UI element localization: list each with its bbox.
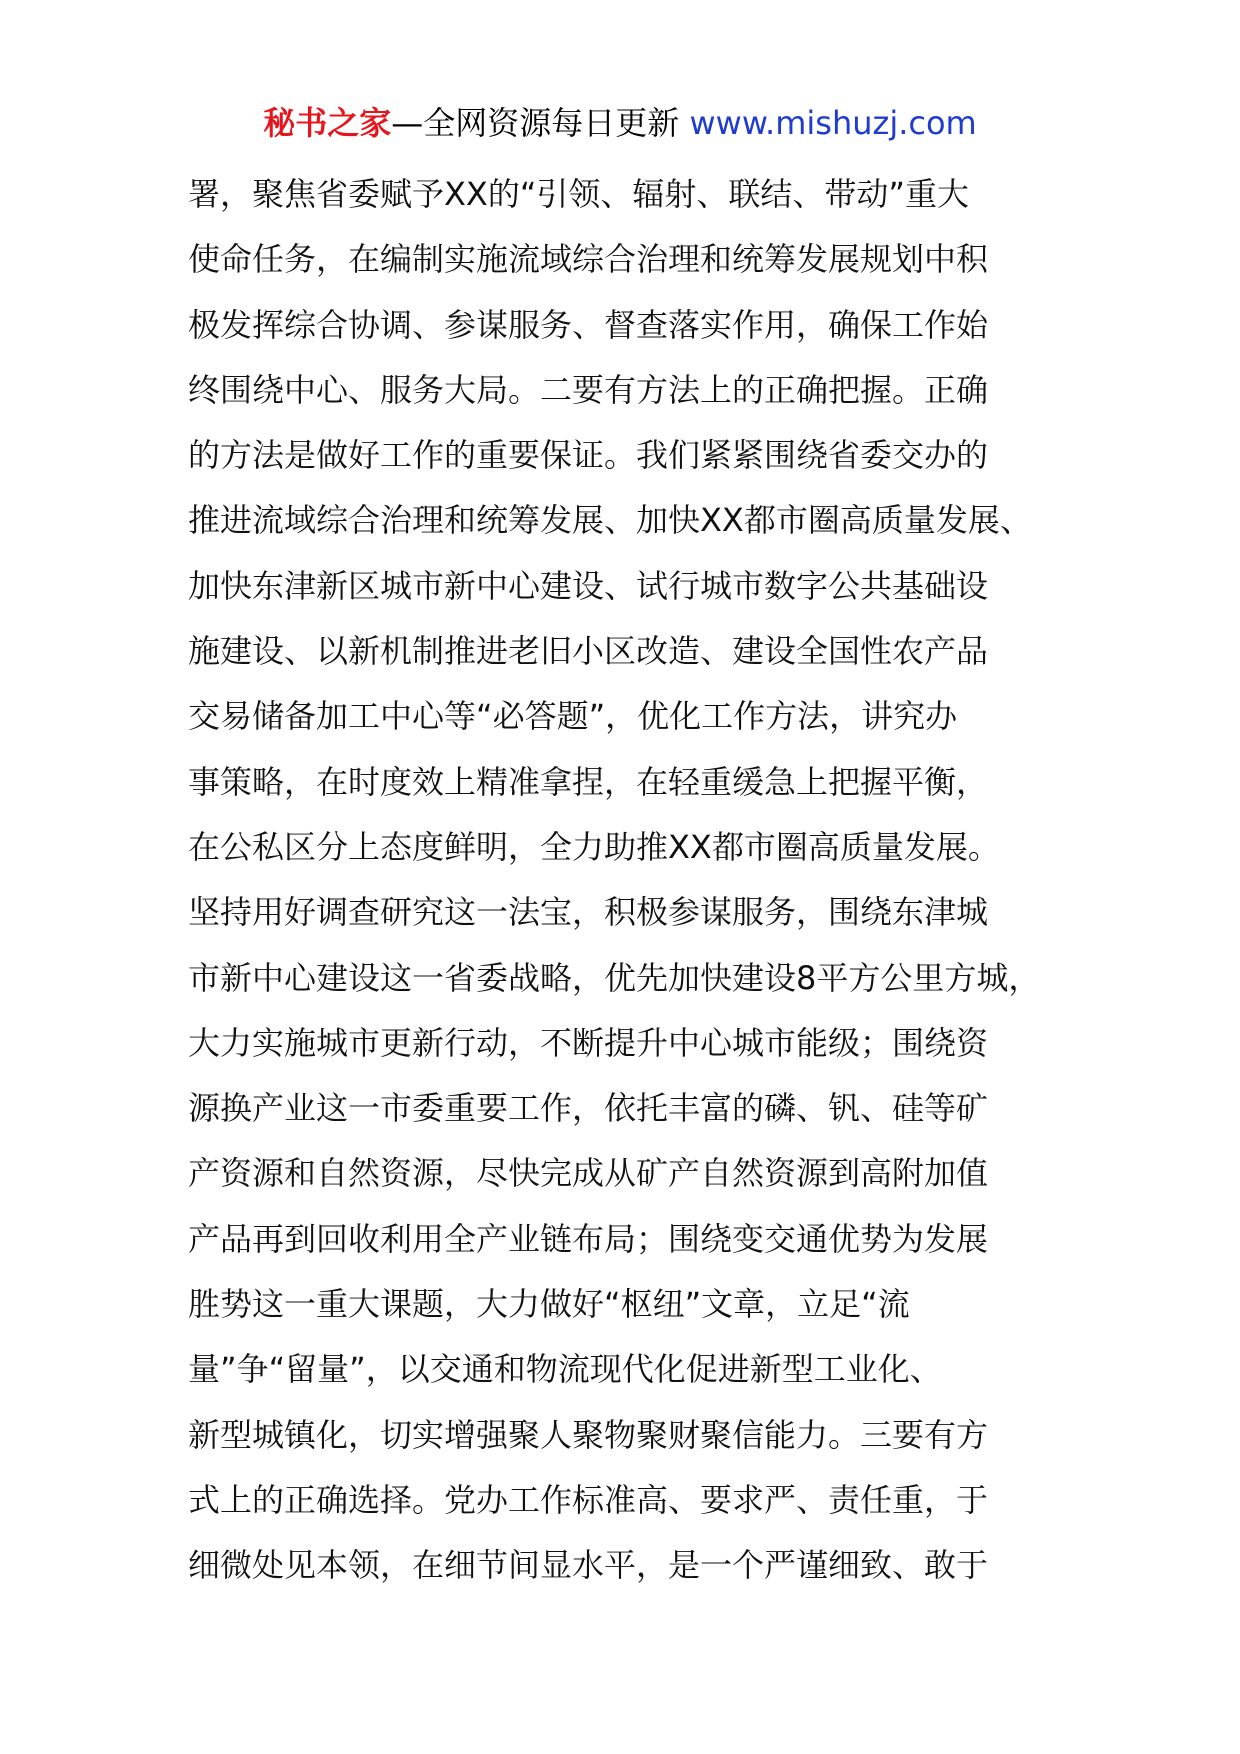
body-line: 使命任务，在编制实施流域综合治理和统筹发展规划中积: [188, 240, 989, 279]
body-line: 源换产业这一市委重要工作，依托丰富的磷、钒、硅等矿: [188, 1089, 989, 1128]
body-line: 署，聚焦省委赋予XX的“引领、辐射、联结、带动”重大: [188, 175, 970, 213]
body-line: 极发挥综合协调、参谋服务、督查落实作用，确保工作始: [188, 305, 989, 344]
body-line: 终围绕中心、服务大局。二要有方法上的正确把握。正确: [188, 370, 989, 409]
body-line: 量”争“留量”，以交通和物流现代化促进新型工业化、: [188, 1350, 942, 1389]
header-brand: 秘书之家: [263, 104, 392, 142]
body-line: 式上的正确选择。党办工作标准高、要求严、责任重，于: [188, 1480, 989, 1519]
body-line: 产资源和自然资源，尽快完成从矿产自然资源到高附加值: [188, 1154, 989, 1193]
body-line: 事策略，在时度效上精准拿捏，在轻重缓急上把握平衡，: [188, 762, 989, 801]
header-url-link[interactable]: www.mishuzj.com: [689, 104, 977, 142]
body-line: 交易储备加工中心等“必答题”，优化工作方法，讲究办: [188, 697, 958, 736]
body-line: 施建设、以新机制推进老旧小区改造、建设全国性农产品: [188, 632, 989, 671]
body-line: 产品再到回收利用全产业链布局；围绕变交通优势为发展: [188, 1219, 989, 1258]
body-line: 在公私区分上态度鲜明，全力助推XX都市圈高质量发展。: [188, 827, 1000, 866]
body-line: 胜势这一重大课题，大力做好“枢纽”文章，立足“流: [188, 1285, 910, 1324]
body-line: 推进流域综合治理和统筹发展、加快XX都市圈高质量发展、: [188, 501, 1032, 540]
body-line: 坚持用好调查研究这一法宝，积极参谋服务，围绕东津城: [188, 893, 989, 932]
body-line: 新型城镇化，切实增强聚人聚物聚财聚信能力。三要有方: [188, 1415, 989, 1454]
body-line: 的方法是做好工作的重要保证。我们紧紧围绕省委交办的: [188, 436, 989, 475]
body-line: 市新中心建设这一省委战略，优先加快建设8平方公里方城，: [188, 958, 1041, 997]
body-text: [188, 162, 1108, 1599]
body-line: 大力实施城市更新行动，不断提升中心城市能级；围绕资: [188, 1023, 989, 1062]
body-line: 细微处见本领，在细节间显水平，是一个严谨细致、敢于: [188, 1546, 989, 1585]
body-line: 加快东津新区城市新中心建设、试行城市数字公共基础设: [188, 566, 989, 605]
header-tagline: —全网资源每日更新: [391, 104, 690, 142]
page-header: [0, 100, 1240, 146]
